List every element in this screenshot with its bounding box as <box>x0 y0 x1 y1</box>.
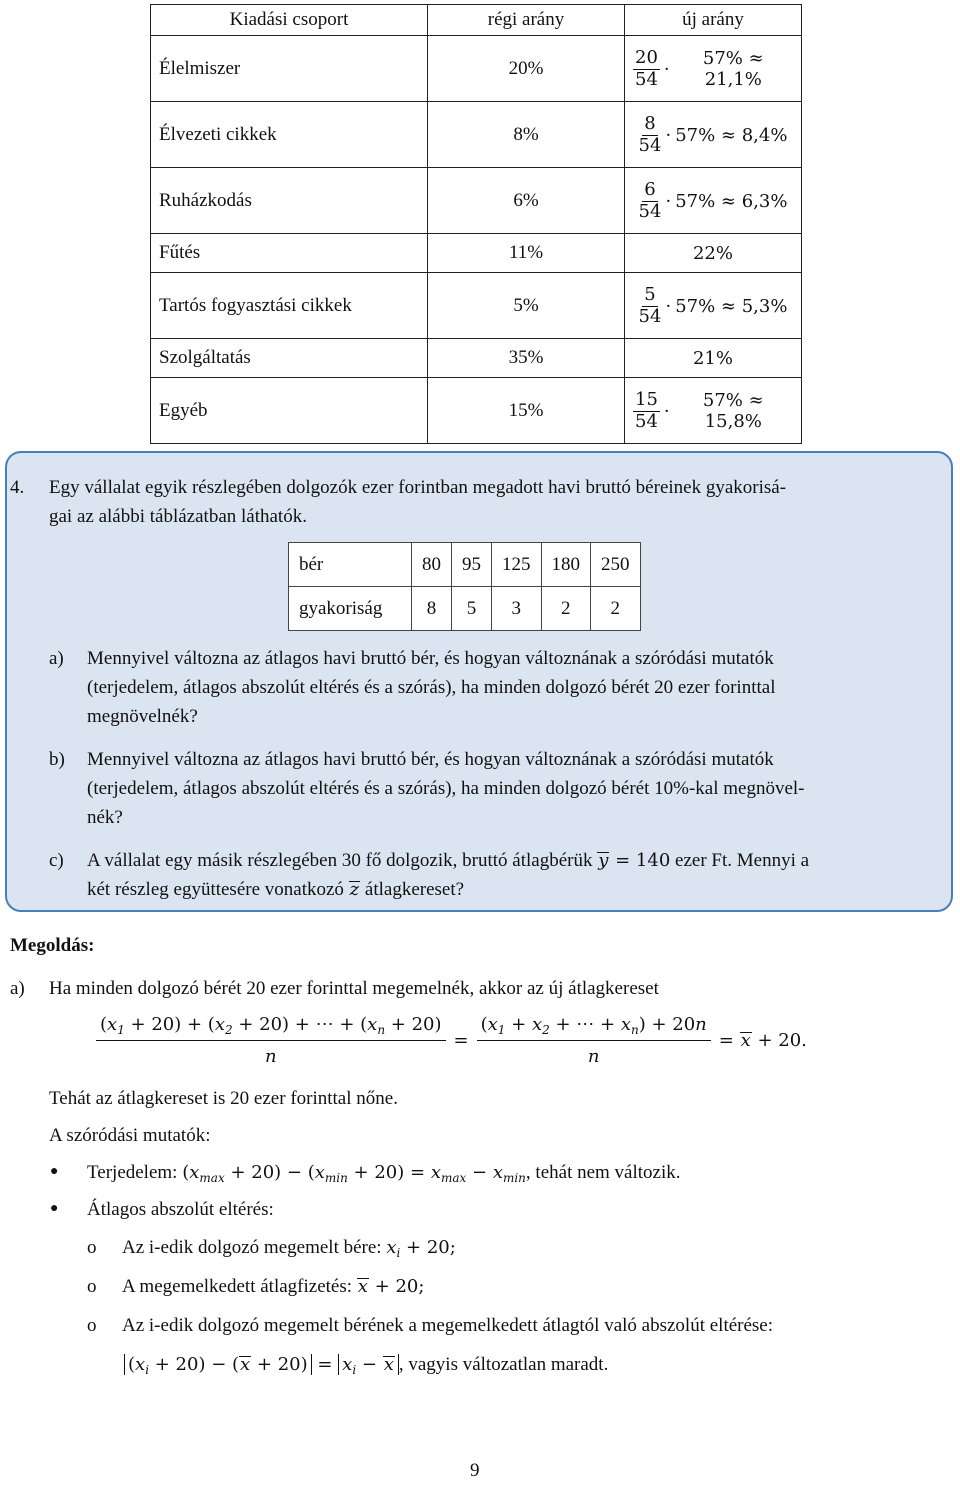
frequency-cell: 2 <box>541 587 591 631</box>
question-c-math: = 140 <box>615 850 671 871</box>
new-ratio <box>625 36 802 102</box>
frequency-row <box>289 587 641 631</box>
old-ratio: 8% <box>428 102 625 168</box>
y-bar-symbol: y <box>598 850 609 871</box>
multiply-dot: · <box>665 296 672 317</box>
sub-bullet-icon: o <box>87 1237 97 1258</box>
question-c-text2-tail: átlagkereset? <box>364 879 465 900</box>
fraction-numerator: 20 <box>635 46 658 68</box>
table-row <box>151 36 802 102</box>
new-ratio <box>625 102 802 168</box>
ratio-result: 57% ≈ 8,4% <box>675 125 788 146</box>
expense-group: Élelmiszer <box>151 36 428 102</box>
solution-conclusion: Tehát az átlagkereset is 20 ezer forinttal nőne. <box>49 1088 398 1109</box>
question-b-line3: nék? <box>87 807 123 828</box>
ratio-formula <box>633 48 793 90</box>
old-ratio: 35% <box>428 339 625 378</box>
question-a-line2: (terjedelem, átlagos abszolút eltérés és a szórás), ha minden dolgozó bérét 20 ezer forinttal <box>87 677 776 698</box>
frequency-label: gyakoriság <box>289 587 412 631</box>
fraction-numerator: 15 <box>635 388 658 410</box>
question-b-line2: (terjedelem, átlagos abszolút eltérés és a szórás), ha minden dolgozó bérét 10%-kal megnövel- <box>87 778 805 799</box>
expense-group: Fűtés <box>151 234 428 273</box>
table-row <box>151 234 802 273</box>
sub-item-1: Az i-edik dolgozó megemelt bére: $x_i + 20$; <box>122 1237 456 1260</box>
wage-frequency-table <box>288 542 641 631</box>
question-b-line1: Mennyivel változna az átlagos havi bruttó bér, és hogyan változnának a szóródási mutatók <box>87 749 774 770</box>
sub-bullet-icon: o <box>87 1276 97 1297</box>
z-bar-symbol: z <box>349 879 360 900</box>
ratio-result: 57% ≈ 5,3% <box>675 296 788 317</box>
question-c-line1 <box>87 846 809 875</box>
old-ratio: 11% <box>428 234 625 273</box>
mean-formula: $\frac{(x_1 + 20) + (x_2 + 20) + \cdots + (x_n + 20)}{n}$ = $\frac{(x_1 + x_2 + \cdots + x_n) + 20n}{n}$ = x + 20. <box>96 1014 807 1067</box>
problem-text-line1: Egy vállalat egyik részlegében dolgozók ezer forintban megadott havi bruttó béreinek gyakorisá- <box>49 477 787 498</box>
frequency-cell: 3 <box>492 587 542 631</box>
range-label: Terjedelem: <box>87 1162 178 1183</box>
wage-row <box>289 543 641 587</box>
ratio-formula <box>633 390 793 432</box>
question-c-text2: két részleg együttesére vonatkozó <box>87 879 344 900</box>
fraction-numerator: 6 <box>644 179 656 201</box>
wage-label: bér <box>289 543 412 587</box>
ratio-formula <box>639 115 788 156</box>
question-c-label: c) <box>49 850 64 871</box>
multiply-dot: · <box>665 125 672 146</box>
question-a-label: a) <box>49 648 64 669</box>
solution-a-label: a) <box>10 978 25 999</box>
sub-item-3: Az i-edik dolgozó megemelt bérének a megemelkedett átlagtól való abszolút eltérése: <box>122 1315 774 1336</box>
range-tail: , tehát nem változik. <box>525 1162 681 1183</box>
problem-number: 4. <box>10 477 25 498</box>
wage-cell: 250 <box>591 543 641 587</box>
old-ratio: 5% <box>428 273 625 339</box>
question-a-line3: megnövelnék? <box>87 706 198 727</box>
solution-title: Megoldás: <box>10 935 95 956</box>
bullet-icon: ● <box>50 1201 59 1216</box>
fraction-denominator: 54 <box>638 135 662 156</box>
old-ratio: 20% <box>428 36 625 102</box>
wage-cell: 95 <box>452 543 492 587</box>
question-c-text-tail: ezer Ft. Mennyi a <box>675 850 810 871</box>
fraction <box>639 181 662 222</box>
mad-label: Átlagos abszolút eltérés: <box>87 1199 274 1220</box>
fraction-numerator: 5 <box>644 284 656 306</box>
new-ratio <box>625 273 802 339</box>
fraction-denominator: 54 <box>638 306 662 327</box>
ratio-result: 57% ≈ 6,3% <box>675 191 788 212</box>
fraction-denominator: 54 <box>635 68 658 90</box>
sub-bullet-icon: o <box>87 1315 97 1336</box>
expense-group: Szolgáltatás <box>151 339 428 378</box>
question-c-text: A vállalat egy másik részlegében 30 fő dolgozik, bruttó átlagbérük <box>87 850 593 871</box>
solution-a-text: Ha minden dolgozó bérét 20 ezer forinttal megemelnék, akkor az új átlagkereset <box>49 978 659 999</box>
table-header-row <box>151 5 802 36</box>
multiply-dot: · <box>663 58 670 80</box>
fraction-denominator: 54 <box>638 201 662 222</box>
wage-cell: 80 <box>412 543 452 587</box>
column-header: új arány <box>625 5 802 36</box>
wage-cell: 180 <box>541 543 591 587</box>
ratio-formula <box>639 286 788 327</box>
expense-table <box>150 4 802 444</box>
table-row <box>151 102 802 168</box>
table-row <box>151 339 802 378</box>
sub-item-2: A megemelkedett átlagfizetés: x + 20; <box>122 1276 425 1297</box>
table-row <box>151 273 802 339</box>
expense-group: Élvezeti cikkek <box>151 102 428 168</box>
ratio-result: 57% ≈ 21,1% <box>702 48 764 91</box>
fraction <box>639 286 662 327</box>
final-formula-line: $(x_i + 20) - (x + 20) = x_i - x$ , vagyis változatlan maradt. <box>124 1350 608 1385</box>
sub-item-2-text: A megemelkedett átlagfizetés: <box>122 1276 353 1297</box>
fraction-numerator: 8 <box>644 113 656 135</box>
expense-group: Egyéb <box>151 378 428 444</box>
new-ratio: 21% <box>625 339 802 378</box>
fraction <box>633 46 660 90</box>
range-line: Terjedelem: $(x_{max} + 20) - (x_{min} + 20) = x_{max} - x_{min}$, tehát nem változik. <box>87 1162 681 1185</box>
frequency-cell: 8 <box>412 587 452 631</box>
frequency-cell: 2 <box>591 587 641 631</box>
table-row <box>151 168 802 234</box>
table-row <box>151 378 802 444</box>
question-b-label: b) <box>49 749 65 770</box>
fraction <box>633 388 660 432</box>
solution-dispersion: A szóródási mutatók: <box>49 1125 211 1146</box>
column-header: Kiadási csoport <box>151 5 428 36</box>
new-ratio <box>625 378 802 444</box>
ratio-result: 57% ≈ 15,8% <box>702 390 764 433</box>
wage-cell: 125 <box>492 543 542 587</box>
old-ratio: 15% <box>428 378 625 444</box>
sub-item-1-text: Az i-edik dolgozó megemelt bére: <box>122 1237 382 1258</box>
fraction <box>639 115 662 156</box>
multiply-dot: · <box>665 191 672 212</box>
frequency-cell: 5 <box>452 587 492 631</box>
column-header: régi arány <box>428 5 625 36</box>
multiply-dot: · <box>663 400 670 422</box>
ratio-formula <box>639 181 788 222</box>
bullet-icon: ● <box>50 1164 59 1179</box>
final-tail: , vagyis változatlan maradt. <box>398 1354 609 1375</box>
expense-group: Tartós fogyasztási cikkek <box>151 273 428 339</box>
question-a-line1: Mennyivel változna az átlagos havi bruttó bér, és hogyan változnának a szóródási mutatók <box>87 648 774 669</box>
page-number: 9 <box>470 1460 480 1481</box>
problem-text-line2: gai az alábbi táblázatban láthatók. <box>49 506 307 527</box>
old-ratio: 6% <box>428 168 625 234</box>
new-ratio <box>625 168 802 234</box>
fraction-denominator: 54 <box>635 410 658 432</box>
question-c-line2 <box>87 875 464 904</box>
expense-group: Ruházkodás <box>151 168 428 234</box>
new-ratio: 22% <box>625 234 802 273</box>
